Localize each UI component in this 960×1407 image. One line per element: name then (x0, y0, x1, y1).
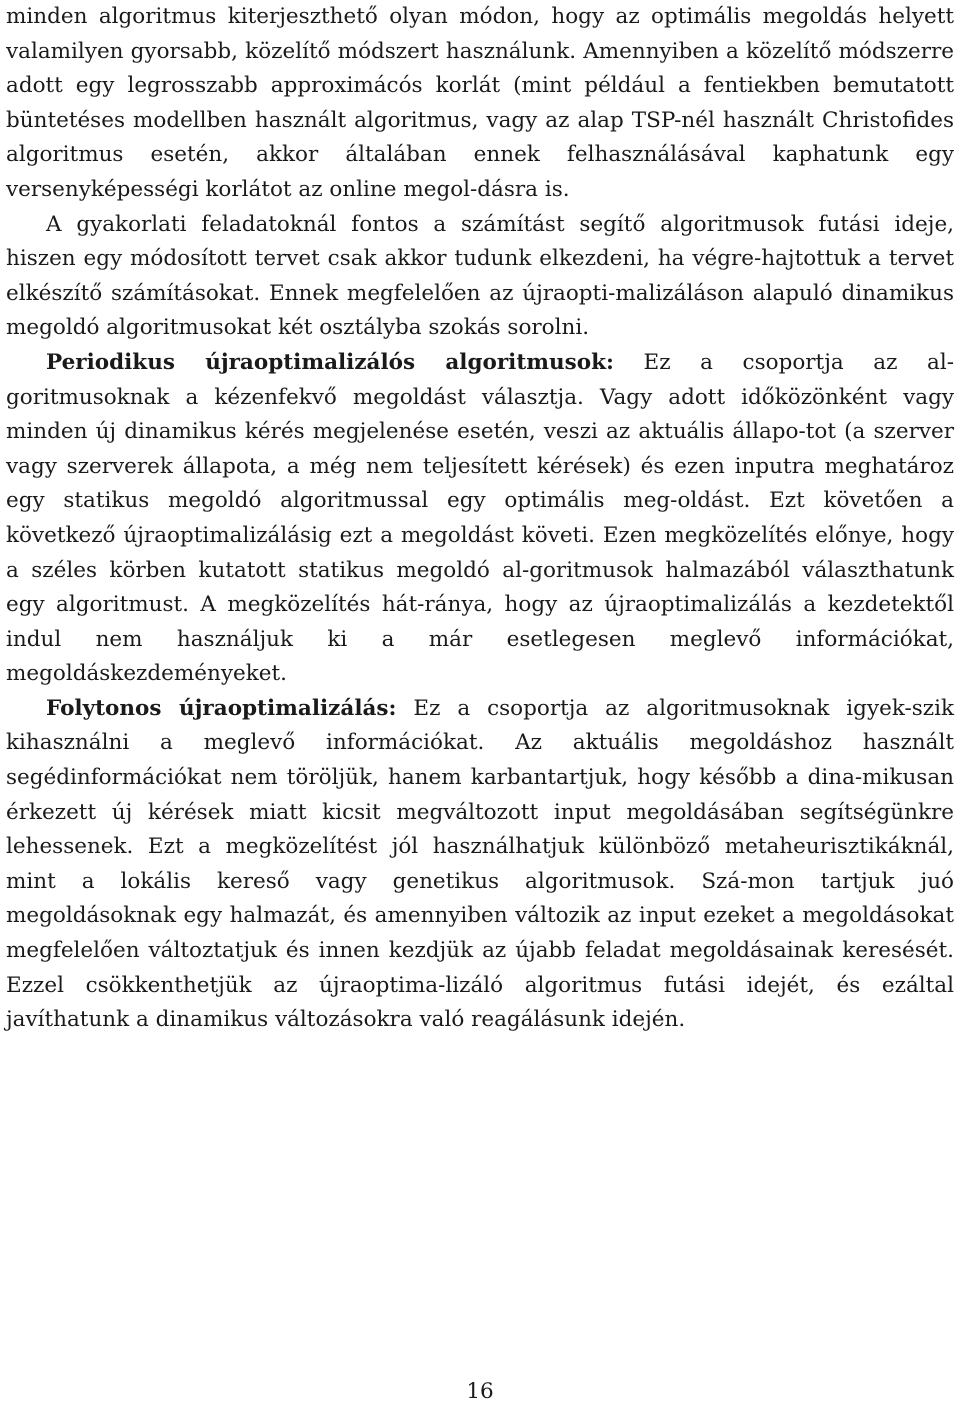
document-page (6, 0, 954, 1038)
paragraph-periodic-reoptimization (6, 346, 954, 692)
page-number: 16 (466, 1379, 494, 1404)
paragraph-text: A gyakorlati feladatoknál fontos a számítást segítő algoritmusok futási ideje, hiszen egy módosított tervet csak akkor tudunk elkezdeni, ha végre-hajtottuk a tervet elkészítő számításokat. Ennek megfelelően az újraopti-malizáláson alapuló dinamikus megoldó algoritmusokat két osztályba szokás sorolni. (6, 211, 954, 341)
paragraph-heading: Folytonos újraoptimalizálás: (46, 695, 397, 721)
paragraph-intro-continued (6, 0, 954, 208)
paragraph-continuous-reoptimization (6, 692, 954, 1038)
paragraph-heading: Periodikus újraoptimalizálós algoritmusok: (46, 349, 614, 375)
paragraph-runtime (6, 208, 954, 346)
paragraph-text: Ez a csoportja az algoritmusoknak igyek-szik kihasználni a meglevő információkat. Az aktuális megoldáshoz használt segédinformációkat nem töröljük, hanem karbantartjuk, hogy később a dina-mikusan érkezett új kérések miatt kicsit megváltozott input megoldásában segítségünkre lehessenek. Ezt a megközelítést jól használhatjuk különböző metaheurisztikáknál, mint a lokális kereső vagy genetikus algoritmusok. Szá-mon tartjuk juó megoldásoknak egy halmazát, és amennyiben változik az input ezeket a megoldásokat megfelelően változtatjuk és innen kezdjük az újabb feladat megoldásainak keresését. Ezzel csökkenthetjük az újraoptima-lizáló algoritmus futási idejét, és ezáltal javíthatunk a dinamikus változásokra való reagálásunk idején. (6, 695, 954, 1033)
paragraph-text: minden algoritmus kiterjeszthető olyan módon, hogy az optimális megoldás helyett valamilyen gyorsabb, közelítő módszert használunk. Amennyiben a közelítő módszerre adott egy legrosszabb approximácós korlát (mint például a fentiekben bemutatott büntetéses modellben használt algoritmus, vagy az alap TSP-nél használt Christofides algoritmus esetén, akkor általában ennek felhasználásával kaphatunk egy versenyképességi korlátot az online megol-dásra is. (6, 4, 954, 202)
paragraph-text: Ez a csoportja az al-goritmusoknak a kézenfekvő megoldást választja. Vagy adott időközönként vagy minden új dinamikus kérés megjelenése esetén, veszi az aktuális állapo-tot (a szerver vagy szerverek állapota, a még nem teljesített kérések) és ezen inputra meghatároz egy statikus megoldó algoritmussal egy optimális meg-oldást. Ezt követően a következő újraoptimalizálásig ezt a megoldást követi. Ezen megközelítés előnye, hogy a széles körben kutatott statikus megoldó al-goritmusok halmazából választhatunk egy algoritmust. A megközelítés hát-ránya, hogy az újraoptimalizálás a kezdetektől indul nem használjuk ki a már esetlegesen meglevő információkat, megoldáskezdeményeket. (6, 349, 954, 687)
